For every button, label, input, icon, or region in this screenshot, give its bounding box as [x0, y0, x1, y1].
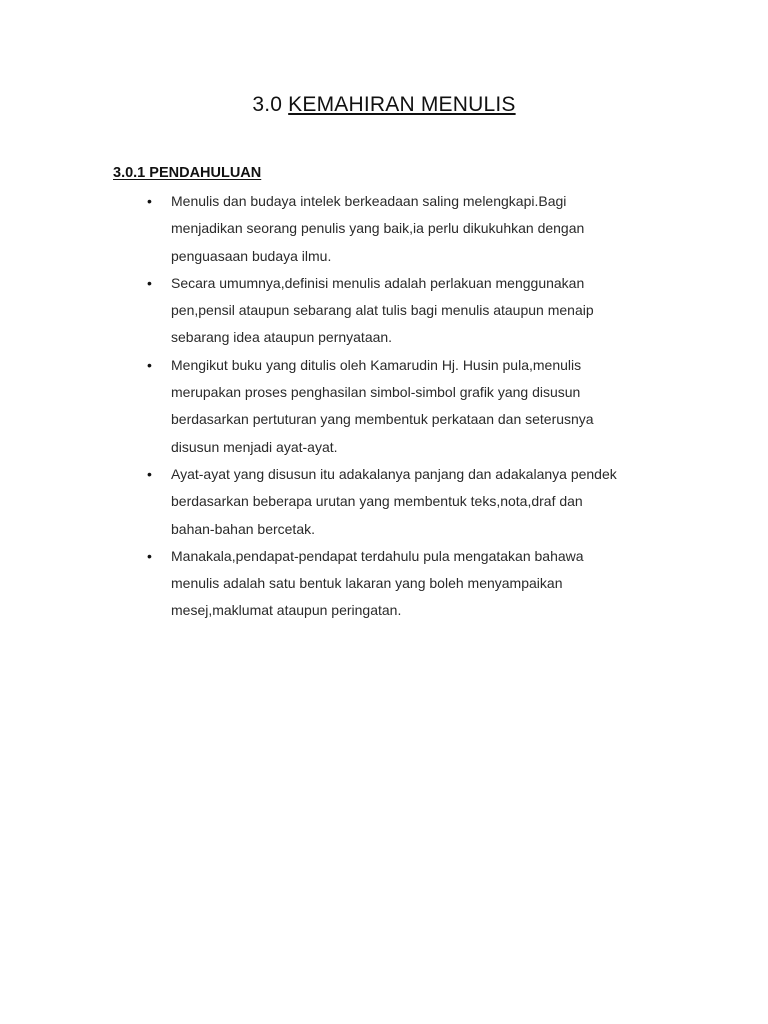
- paragraph-line: berdasarkan beberapa urutan yang membentuk teks,nota,draf dan: [171, 493, 583, 510]
- list-item: [0, 543, 768, 625]
- paragraph-line: merupakan proses penghasilan simbol-simbol grafik yang disusun: [171, 384, 581, 401]
- paragraph-line: berdasarkan pertuturan yang membentuk perkataan dan seterusnya: [171, 411, 594, 428]
- list-item: [0, 270, 768, 352]
- paragraph-line: Manakala,pendapat-pendapat terdahulu pula mengatakan bahawa: [171, 547, 584, 564]
- paragraph-line: disusun menjadi ayat-ayat.: [171, 438, 338, 455]
- paragraph-line: Secara umumnya,definisi menulis adalah perlakuan menggunakan: [171, 274, 585, 291]
- list-item: [0, 461, 768, 543]
- title-number: 3.0: [252, 93, 283, 116]
- list-item: [0, 352, 768, 461]
- paragraph-line: pen,pensil ataupun sebarang alat tulis bagi menulis ataupun menaip: [171, 302, 594, 319]
- bullet-icon: •: [147, 274, 152, 291]
- paragraph-line: Menulis dan budaya intelek berkeadaan saling melengkapi.Bagi: [171, 193, 567, 209]
- paragraph-line: Ayat-ayat yang disusun itu adakalanya panjang dan adakalanya pendek: [171, 465, 617, 482]
- bullet-icon: •: [147, 356, 152, 373]
- list-item: [0, 188, 768, 270]
- page-title: [0, 93, 768, 117]
- paragraph-line: Mengikut buku yang ditulis oleh Kamarudin Hj. Husin pula,menulis: [171, 356, 582, 373]
- bullet-icon: •: [147, 547, 152, 564]
- paragraph-line: menjadikan seorang penulis yang baik,ia perlu dikukuhkan dengan: [171, 220, 585, 237]
- paragraph-line: mesej,maklumat ataupun peringatan.: [171, 602, 402, 619]
- section-heading: 3.0.1 PENDAHULUAN: [113, 165, 262, 181]
- paragraph-line: menulis adalah satu bentuk lakaran yang boleh menyampaikan: [171, 575, 563, 592]
- bullet-list: [0, 188, 768, 625]
- paragraph-line: penguasaan budaya ilmu.: [171, 247, 332, 264]
- paragraph-line: bahan-bahan bercetak.: [171, 520, 315, 537]
- paragraph-line: sebarang idea ataupun pernyataan.: [171, 329, 393, 346]
- bullet-icon: •: [147, 193, 152, 209]
- title-text: KEMAHIRAN MENULIS: [288, 93, 516, 116]
- bullet-icon: •: [147, 465, 152, 482]
